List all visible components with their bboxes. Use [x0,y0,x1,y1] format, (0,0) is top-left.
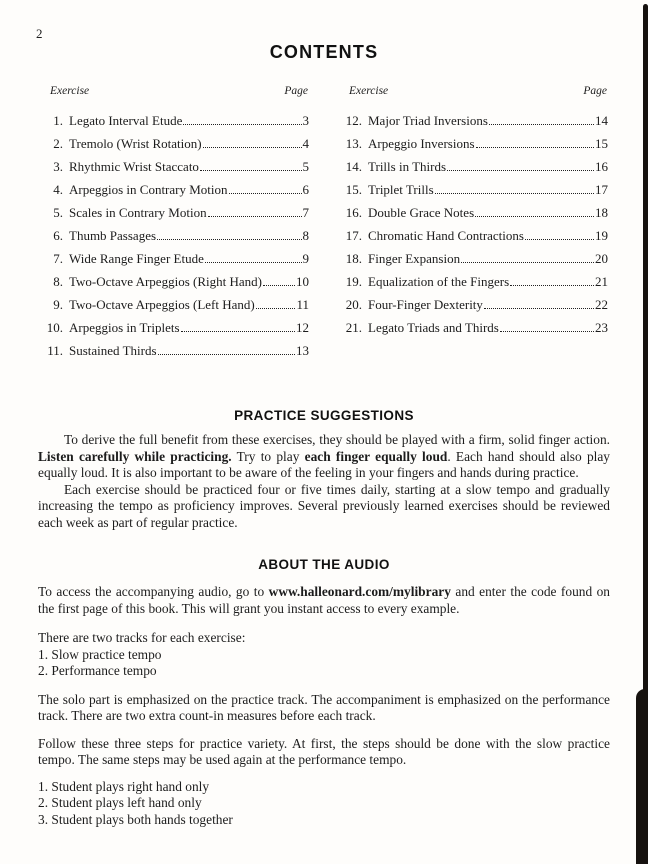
toc-dot-leader [525,239,594,240]
toc-entry-title: Finger Expansion [368,251,461,266]
toc-entry [339,109,608,132]
toc-dot-leader [461,262,594,263]
about-the-audio-heading: ABOUT THE AUDIO [258,557,390,572]
toc-entry-page: 19 [595,228,608,243]
toc-entry [40,178,309,201]
toc-dot-leader [203,147,302,148]
toc-dot-leader [256,308,296,309]
toc-dot-leader [510,285,594,286]
list-item: 2. Student plays left hand only [38,795,202,810]
toc-header-page: Page [284,85,308,97]
scan-artifact-bottom-right [636,689,648,864]
toc-entry [339,316,608,339]
toc-dot-leader [157,239,301,240]
toc-entry-page: 22 [595,297,608,312]
toc-entry [339,293,608,316]
toc-dot-leader [475,216,594,217]
toc-entry-number: 8. [53,274,63,289]
toc-header-exercise: Exercise [50,85,90,97]
toc-entry [40,339,309,362]
toc-entry-title: Wide Range Finger Etude [69,251,204,266]
toc-dot-leader [229,193,302,194]
practice-paragraph-2: Each exercise should be practiced four or five times daily, starting at a slow tempo and gradually increasing the tempo as proficiency improves. Several previously learned exercises should be reviewed each week as part of regular practice. [38,481,610,530]
toc-dot-leader [200,170,302,171]
audio-paragraph-3: Follow these three steps for practice variety. At first, the steps should be done with the slow practice tempo. The same steps may be used again at the performance tempo. [38,735,610,767]
toc-entry-page: 10 [296,274,309,289]
toc-entry [339,247,608,270]
toc-entry-page: 20 [595,251,608,266]
toc-entry-page: 8 [302,228,309,243]
toc-entry [40,132,309,155]
audio-paragraph-1 [38,584,610,617]
toc-entry-page: 6 [302,182,309,197]
toc-dot-leader [181,331,295,332]
toc-entry-page: 3 [302,113,309,128]
toc-entry-title: Rhythmic Wrist Staccato [69,159,199,174]
text-run: and enter the code found on the first page of this book. This will grant you instant access to every example. [38,584,610,616]
toc-entry-title: Sustained Thirds [69,343,157,358]
text-run-bold: Listen carefully while practicing. [38,448,232,464]
audio-url-text: www.halleonard.com/mylibrary [268,584,451,599]
table-of-contents [40,85,608,362]
toc-entry-title: Arpeggios in Triplets [69,320,180,335]
toc-entry [339,155,608,178]
toc-entry-page: 13 [296,343,309,358]
toc-entry-number: 5. [53,205,63,220]
toc-entry-number: 19. [345,274,362,289]
toc-entry [40,247,309,270]
toc-entry-page: 18 [595,205,608,220]
toc-entry-number: 1. [53,113,63,128]
toc-dot-leader [435,193,594,194]
toc-dot-leader [489,124,594,125]
steps-list [38,779,610,829]
toc-dot-leader [183,124,301,125]
tracks-intro: There are two tracks for each exercise: [38,630,246,645]
toc-entry-page: 4 [302,136,309,151]
toc-entry-title: Equalization of the Fingers [368,274,510,289]
list-item: 1. Student plays right hand only [38,778,210,794]
toc-entry-number: 14. [345,159,362,174]
toc-entry-title: Arpeggios in Contrary Motion [69,182,228,197]
toc-entry-title: Two-Octave Arpeggios (Left Hand) [69,297,255,312]
toc-entry-number: 7. [53,251,63,266]
toc-entry-page: 9 [302,251,309,266]
toc-entry-number: 13. [345,136,362,151]
page-number: 2 [36,26,43,41]
toc-entry-title: Legato Interval Etude [69,113,183,128]
toc-dot-leader [500,331,594,332]
toc-entry-number: 21. [345,320,362,335]
toc-entry-title: Chromatic Hand Contractions [368,228,524,243]
toc-dot-leader [205,262,302,263]
toc-header-exercise: Exercise [349,85,389,97]
toc-column-right [339,85,608,362]
toc-entry [40,293,309,316]
toc-entry-number: 4. [53,182,63,197]
toc-column-header [339,85,608,97]
toc-entry-title: Legato Triads and Thirds [368,320,499,335]
toc-entry-title: Arpeggio Inversions [368,136,475,151]
toc-entry [339,224,608,247]
toc-entry [339,132,608,155]
toc-entry-number: 3. [53,159,63,174]
toc-entry-number: 2. [53,136,63,151]
toc-entry-title: Triplet Trills [368,182,434,197]
toc-entry-number: 17. [345,228,362,243]
toc-dot-leader [208,216,302,217]
practice-paragraph-1 [38,432,610,482]
toc-entry-number: 18. [345,251,362,266]
toc-column-left [40,85,309,362]
toc-entry-title: Double Grace Notes [368,205,475,220]
toc-entry-title: Major Triad Inversions [368,113,488,128]
toc-entry-title: Tremolo (Wrist Rotation) [69,136,202,151]
toc-column-header [40,85,309,97]
toc-entry-number: 10. [46,320,63,335]
toc-dot-leader [476,147,594,148]
toc-entry-number: 15. [345,182,362,197]
toc-entry [40,270,309,293]
toc-entry-page: 23 [595,320,608,335]
text-run: To derive the full benefit from these exercises, they should be played with a firm, solid finger action. [64,432,610,447]
toc-entry-number: 11. [47,343,63,358]
list-item: 2. Performance tempo [38,663,157,678]
toc-entry [40,109,309,132]
toc-entry-page: 11 [296,297,309,312]
audio-paragraph-2: The solo part is emphasized on the practice track. The accompaniment is emphasized on the performance track. There are two extra count-in measures before each track. [38,691,610,723]
toc-entry-title: Two-Octave Arpeggios (Right Hand) [69,274,262,289]
toc-entry [40,155,309,178]
toc-dot-leader [263,285,295,286]
toc-entry-page: 15 [595,136,608,151]
toc-dot-leader [158,354,295,355]
toc-entry-page: 7 [302,205,309,220]
practice-suggestions-heading: PRACTICE SUGGESTIONS [234,408,414,423]
toc-entry [40,201,309,224]
toc-entry-title: Thumb Passages [69,228,157,243]
track-list [38,647,610,680]
toc-entry-number: 12. [345,113,362,128]
toc-entry-number: 9. [53,297,63,312]
toc-entry-title: Trills in Thirds [368,159,447,174]
text-run: To access the accompanying audio, go to [38,584,269,599]
toc-entry-number: 6. [53,228,63,243]
toc-entry [40,316,309,339]
text-run: . Each hand should also play equally loud. It is also important to be aware of the feeling in your fingers and hands during practice. [38,448,610,480]
toc-entry-number: 16. [345,205,362,220]
text-run-bold: each finger equally loud [304,448,448,464]
toc-dot-leader [447,170,594,171]
toc-entry [339,270,608,293]
toc-entry-page: 5 [302,159,309,174]
toc-entry-page: 21 [595,274,608,289]
toc-entry-title: Scales in Contrary Motion [69,205,207,220]
toc-entry [40,224,309,247]
toc-entry-page: 14 [595,113,608,128]
toc-entry-page: 16 [595,159,608,174]
page-title: CONTENTS [269,42,379,62]
toc-entry-number: 20. [345,297,362,312]
toc-header-page: Page [583,85,607,97]
toc-dot-leader [484,308,594,309]
text-run: Try to play [231,448,305,464]
toc-entry [339,178,608,201]
list-item: 1. Slow practice tempo [38,646,162,662]
toc-entry-page: 17 [595,182,608,197]
list-item: 3. Student plays both hands together [38,811,233,827]
toc-entry-title: Four-Finger Dexterity [368,297,483,312]
toc-entry-page: 12 [296,320,309,335]
toc-entry [339,201,608,224]
